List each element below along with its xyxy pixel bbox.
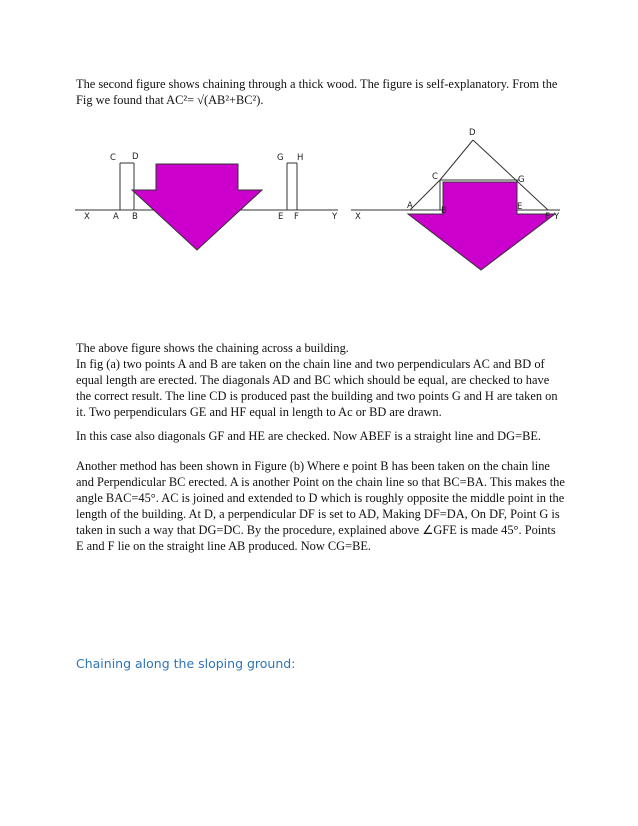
- label-y-a: Y: [332, 212, 338, 222]
- label-e-b: E: [517, 202, 523, 212]
- label-b-a: B: [132, 212, 138, 222]
- label-d-a: D: [132, 152, 139, 162]
- label-c-b: C: [432, 172, 438, 182]
- label-e-a: E: [278, 212, 284, 222]
- building-paragraph: [76, 340, 566, 420]
- label-y-b: Y: [554, 212, 560, 222]
- label-h-a: H: [297, 153, 304, 163]
- label-a-a: A: [113, 212, 119, 222]
- chaining-figures: [70, 120, 570, 295]
- label-x-a: X: [84, 212, 90, 222]
- figure-b: [351, 128, 560, 270]
- label-d-b: D: [469, 128, 476, 138]
- label-a-b: A: [407, 201, 413, 211]
- building-paragraph-body: In fig (a) two points A and B are taken on the chain line and two perpendiculars AC and BD of equal length are erected. The diagonals AD and BC which should be equal, are checked to have the correct result. The line CD is produced past the building and two points G and H are taken on it. Two perpendiculars GE and HF equal in length to Ac or BD are drawn.: [76, 357, 558, 419]
- building-arrow-b: [408, 182, 555, 270]
- label-x-b: X: [355, 212, 361, 222]
- label-b-b: B: [441, 206, 447, 216]
- method-b-paragraph: Another method has been shown in Figure (b) Where e point B has been taken on the chain line and Perpendicular BC erected. A is another Point on the chain line so that BC=BA. This makes the angle BAC=45°. AC is joined and extended to D which is roughly opposite the middle point in the length of the building. At D, a perpendicular DF is set to AD, Making DF=DA, On DF, Point G is taken in such a way that DG=DC. By the procedure, explained above ∠GFE is made 45°. Points E and F lie on the straight line AB produced. Now CG=BE.: [76, 459, 565, 553]
- section-heading: Chaining along the sloping ground:: [76, 656, 296, 671]
- building-paragraph-line1: The above figure shows the chaining across a building.: [76, 341, 349, 355]
- building-arrow-a: [132, 164, 262, 250]
- diagonals-paragraph: In this case also diagonals GF and HE are checked. Now ABEF is a straight line and DG=BE.: [76, 429, 541, 443]
- label-f-b: F: [545, 212, 550, 222]
- label-g-a: G: [277, 153, 284, 163]
- label-g-b: G: [518, 175, 525, 185]
- label-f-a: F: [294, 212, 299, 222]
- label-c-a: C: [110, 153, 116, 163]
- intro-paragraph: The second figure shows chaining through a thick wood. The figure is self-explanatory. From the Fig we found that AC²= √(AB²+BC²).: [76, 77, 558, 107]
- figure-a: [75, 152, 338, 250]
